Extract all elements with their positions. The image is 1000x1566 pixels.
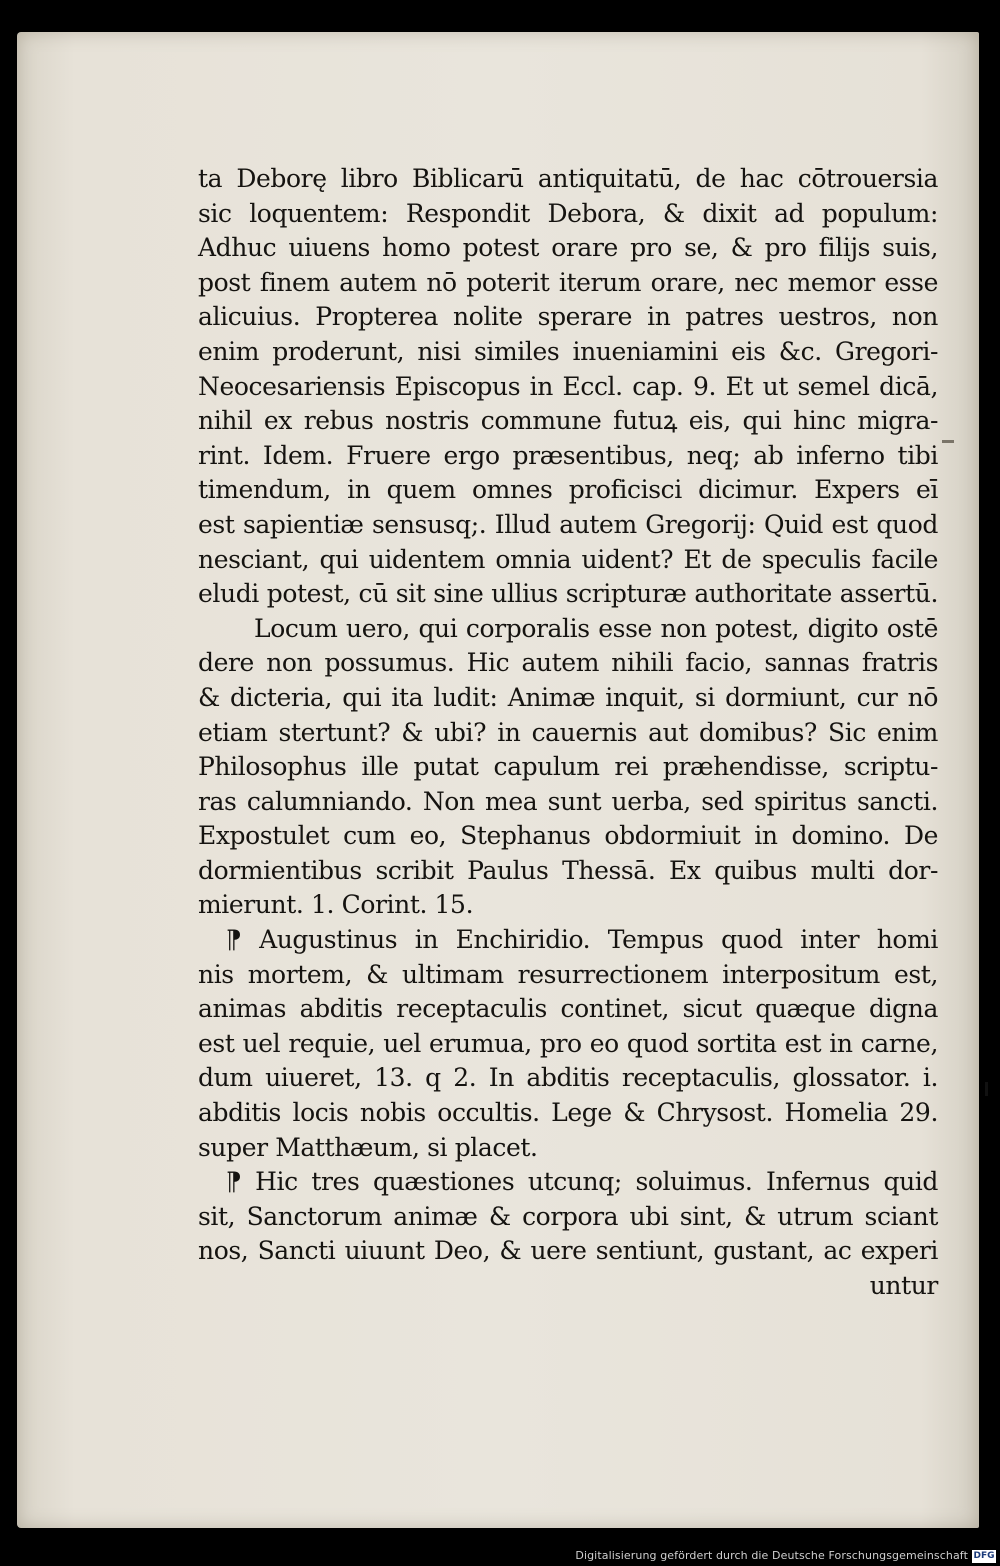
text-line: etiam stertunt? & ubi? in cauernis aut domibus? Sic enim [198,717,938,747]
text-line: mierunt. 1. Corint. 15. [198,890,474,920]
text-line: dormientibus scribit Paulus Thessā. Ex quibus multi dor- [198,855,938,885]
text-line: Locum uero, qui corporalis esse non potest, digito ostē [254,613,938,643]
text-line: est sapientiæ sensusq;. Illud autem Gregorij: Quid est quod [198,509,938,539]
text-line: enim proderunt, nisi similes inueniamini eis &c. Gregori- [198,336,938,366]
paragraph-start-line: ⁋ Augustinus in Enchiridio. Tempus quod inter homi [226,925,938,955]
text-line: post finem autem nō poterit iterum orare, nec memor esse [198,267,938,297]
text-line: nos, Sancti uiuunt Deo, & uere sentiunt, gustant, ac experi [198,1236,938,1266]
text-line: sic loquentem: Respondit Debora, & dixit ad populum: [198,198,938,228]
text-line: sit, Sanctorum animæ & corpora ubi sint, & utrum sciant [198,1201,938,1231]
text-line: dum uiueret, 13. q 2. In abditis receptaculis, glossator. i. [198,1063,938,1093]
margin-mark [942,440,954,443]
digitization-credit: Digitalisierung gefördert durch die Deutsche Forschungsgemeinschaft [575,1549,968,1562]
text-line: est uel requie, uel erumua, pro eo quod sortita est in carne, [198,1028,938,1058]
text-line: ras calumniando. Non mea sunt uerba, sed spiritus sancti. [198,786,938,816]
text-line: nesciant, qui uidentem omnia uident? Et de speculis facile [198,544,938,574]
text-line: rint. Idem. Fruere ergo præsentibus, neq; ab inferno tibi [198,440,938,470]
text-line: super Matthæum, si placet. [198,1132,538,1162]
text-line: Neocesariensis Episcopus in Eccl. cap. 9. Et ut semel dicā, [198,371,938,401]
text-line: & dicteria, qui ita ludit: Animæ inquit, si dormiunt, cur nō [198,682,938,712]
text-line: eludi potest, cū sit sine ullius scripturæ authoritate assertū. [198,579,938,609]
text-line: ta Deborę libro Biblicarū antiquitatū, de hac cōtrouersia [198,164,938,193]
margin-dot [985,1082,988,1096]
text-line: nis mortem, & ultimam resurrectionem interpositum est, [198,959,938,989]
text-line: Expostulet cum eo, Stephanus obdormiuit in domino. De [198,821,938,851]
text-line: Adhuc uiuens homo potest orare pro se, & pro filijs suis, [198,233,938,263]
dfg-logo-icon: DFG [973,1551,995,1561]
paragraph-start-line: ⁋ Hic tres quæstiones utcunq; soluimus. Infernus quid [226,1167,938,1197]
text-line: dere non possumus. Hic autem nihili facio, sannas fratris [198,648,938,678]
text-line: alicuius. Propterea nolite sperare in patres uestros, non [198,302,938,332]
text-line: timendum, in quem omnes proficisci dicimur. Expers eī [198,475,938,505]
catchword: untur [869,1271,938,1300]
text-line: abditis locis nobis occultis. Lege & Chrysost. Homelia 29. [198,1098,938,1128]
text-line: animas abditis receptaculis continet, sicut quæque digna [198,994,938,1024]
text-line: nihil ex rebus nostris commune futuꝝ eis, qui hinc migra- [198,406,938,436]
page-text-block [198,162,938,1304]
text-line: Philosophus ille putat capulum rei præhendisse, scriptu- [198,752,938,782]
